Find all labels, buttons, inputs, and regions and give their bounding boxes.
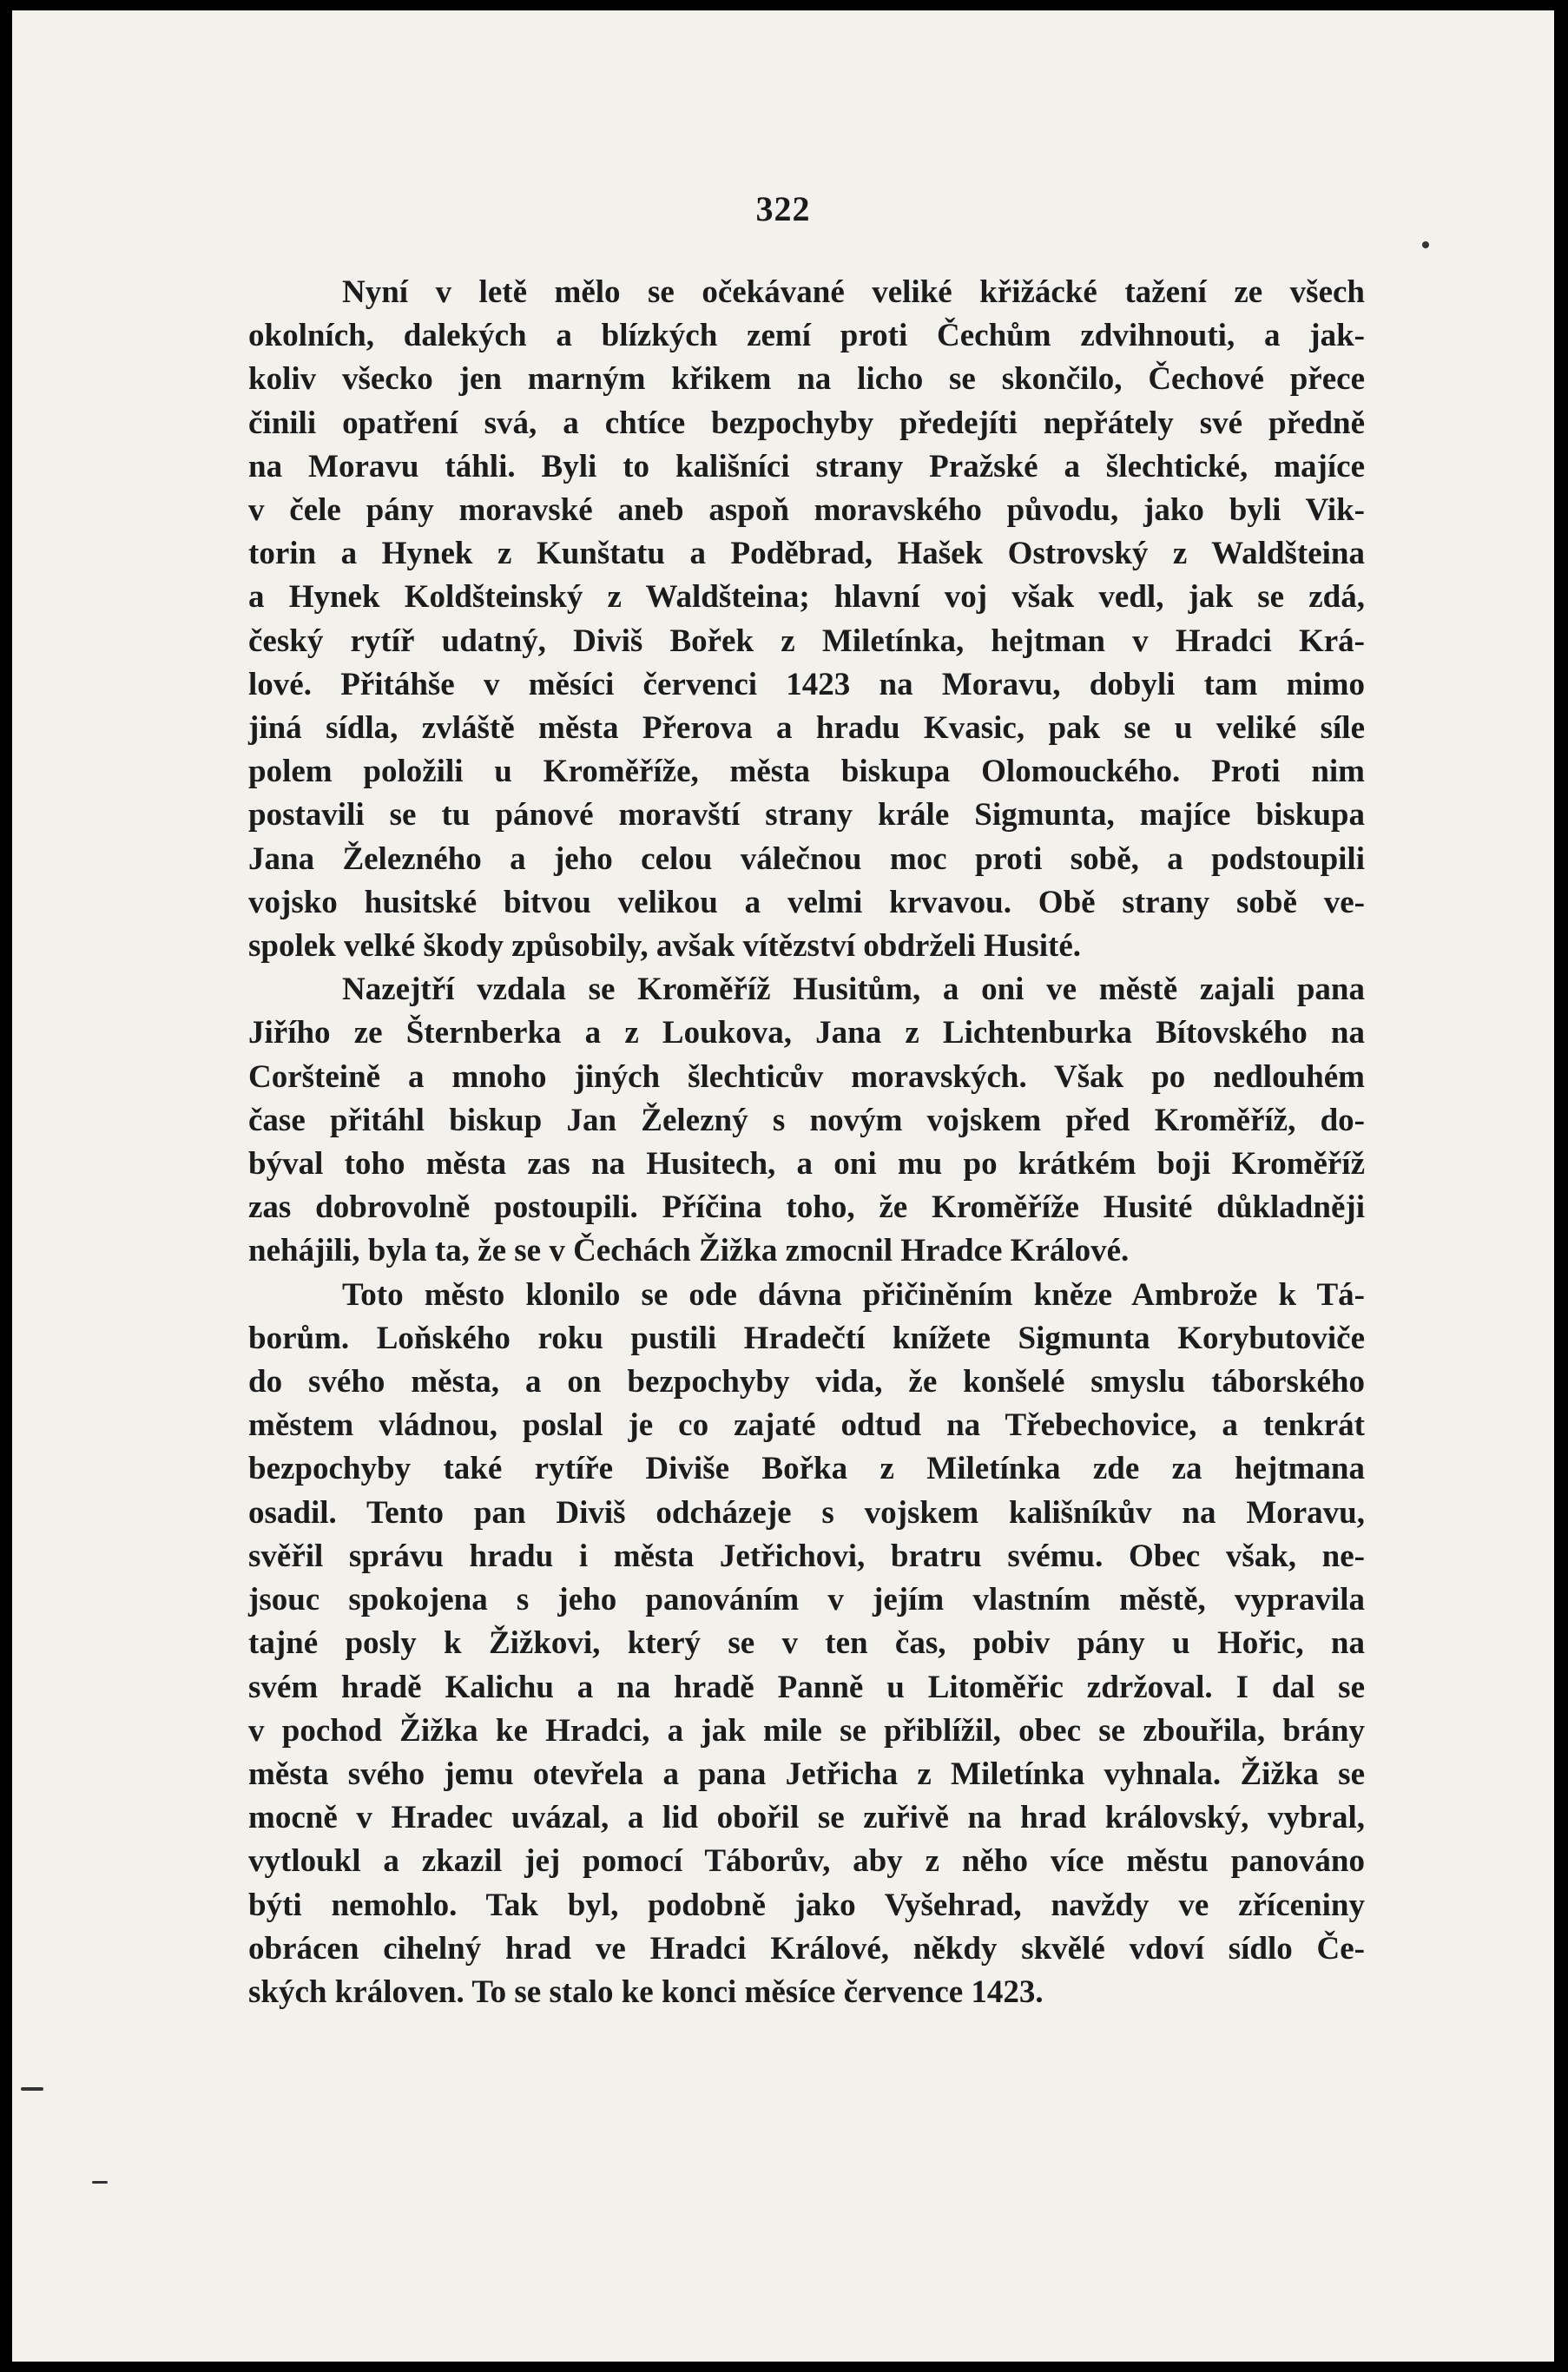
text-line: býval toho města zas na Husitech, a oni mu po krátkém boji Kroměříž [248,1146,1365,1183]
text-line: osadil. Tento pan Diviš odcházeje s vojskem kališníkův na Moravu, [248,1494,1365,1531]
text-line: postavili se tu pánové moravští strany krále Sigmunta, majíce biskupa [248,797,1365,833]
text-line: borům. Loňského roku pustili Hradečtí knížete Sigmunta Korybutoviče [248,1320,1365,1356]
text-line: činili opatření svá, a chtíce bezpochyby předejíti nepřátely své předně [248,405,1365,441]
scan-speck [21,2087,43,2091]
text-line: obrácen cihelný hrad ve Hradci Králové, někdy skvělé vdoví sídlo Če- [248,1930,1365,1967]
scan-speck [1422,241,1429,248]
text-line: v čele pány moravské aneb aspoň moravského původu, jako byli Vik- [248,492,1365,529]
text-line: čase přitáhl biskup Jan Železný s novým vojskem před Kroměříž, do- [248,1102,1365,1138]
text-line: jsouc spokojena s jeho panováním v jejím vlastním městě, vypravila [248,1582,1365,1618]
text-line: do svého města, a on bezpochyby vida, že konšelé smyslu táborského [248,1364,1365,1400]
text-line: ských královen. To se stalo ke konci měsíce července 1423. [248,1973,1044,2010]
text-line: tajné posly k Žižkovi, který se v ten čas, pobiv pány u Hořic, na [248,1625,1365,1662]
text-line: městem vládnou, poslal je co zajaté odtud na Třebechovice, a tenkrát [248,1407,1365,1444]
text-line: Jiřího ze Šternberka a z Loukova, Jana z Lichtenburka Bítovského na [248,1015,1365,1051]
page-number: 322 [755,189,811,228]
text-line: zas dobrovolně postoupili. Příčina toho, že Kroměříže Husité důkladněji [248,1189,1365,1226]
text-line: polem položili u Kroměříže, města biskupa Olomouckého. Proti nim [248,754,1365,790]
text-line: lové. Přitáhše v měsíci červenci 1423 na Moravu, dobyli tam mimo [248,666,1365,702]
body-text [248,271,1365,2014]
text-line: a Hynek Koldšteinský z Waldšteina; hlavní voj však vedl, jak se zdá, [248,579,1365,616]
text-line: Coršteině a mnoho jiných šlechticův moravských. Však po nedlouhém [248,1058,1365,1095]
text-line: torin a Hynek z Kunštatu a Poděbrad, Hašek Ostrovský z Waldšteina [248,536,1365,572]
text-line: Nyní v letě mělo se očekávané veliké křižácké tažení ze všech [342,274,1365,310]
text-line: města svého jemu otevřela a pana Jetřicha z Miletínka vyhnala. Žižka se [248,1756,1365,1792]
text-line: býti nemohlo. Tak byl, podobně jako Vyšehrad, navždy ve zříceniny [248,1887,1365,1923]
book-page [12,10,1554,2362]
text-line: svém hradě Kalichu a na hradě Panně u Litoměřic zdržoval. I dal se [248,1669,1365,1705]
text-line: vojsko husitské bitvou velikou a velmi krvavou. Obě strany sobě ve- [248,884,1365,920]
text-line: Nazejtří vzdala se Kroměříž Husitům, a oni ve městě zajali pana [342,972,1365,1008]
text-line: mocně v Hradec uvázal, a lid obořil se zuřivě na hrad královský, vybral, [248,1800,1365,1836]
text-line: Toto město klonilo se ode dávna přičiněním kněze Ambrože k Tá- [342,1276,1365,1313]
paragraph-2 [248,968,1365,1273]
scan-speck [92,2181,108,2184]
text-line: vytloukl a zkazil jej pomocí Táborův, aby z něho více městu panováno [248,1843,1365,1880]
text-line: nehájili, byla ta, že se v Čechách Žižka zmocnil Hradce Králové. [248,1233,1130,1269]
text-line: český rytíř udatný, Diviš Bořek z Miletínka, hejtman v Hradci Krá- [248,623,1365,659]
text-line: koliv všecko jen marným křikem na licho se skončilo, Čechové přece [248,361,1365,398]
text-line: jiná sídla, zvláště města Přerova a hradu Kvasic, pak se u veliké síle [248,710,1365,747]
paragraph-1 [248,271,1365,968]
text-line: okolních, dalekých a blízkých zemí proti Čechům zdvihnouti, a jak- [248,318,1365,354]
text-line: svěřil správu hradu i města Jetřichovi, bratru svému. Obec však, ne- [248,1538,1365,1574]
text-line: Jana Železného a jeho celou válečnou moc proti sobě, a podstoupili [248,840,1365,877]
text-line: v pochod Žižka ke Hradci, a jak mile se přiblížil, obec se zbouřila, brány [248,1712,1365,1749]
text-line: bezpochyby také rytíře Diviše Bořka z Miletínka zde za hejtmana [248,1451,1365,1487]
paragraph-3 [248,1274,1365,2014]
text-line: na Moravu táhli. Byli to kališníci strany Pražské a šlechtické, majíce [248,448,1365,484]
text-line: spolek velké škody způsobily, avšak vítězství obdrželi Husité. [248,928,1082,965]
